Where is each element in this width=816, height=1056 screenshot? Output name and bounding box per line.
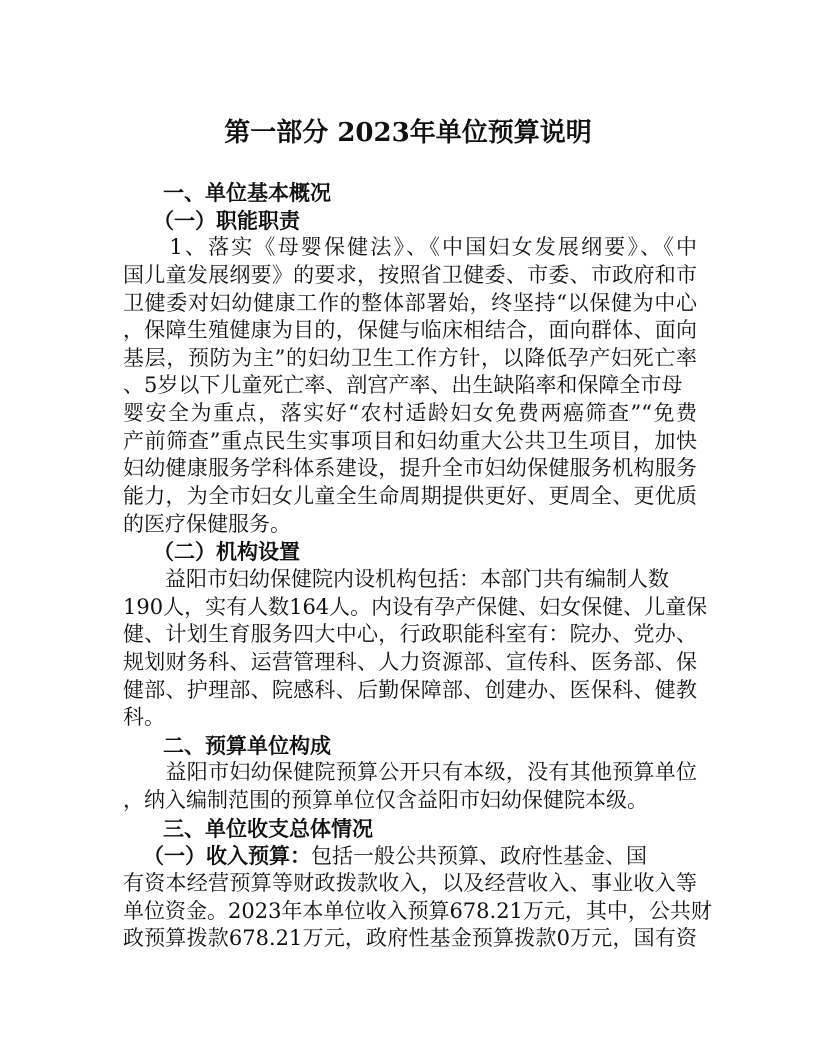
text-line: 卫健委对妇幼健康工作的整体部署始，终坚持“以保健为中心 — [123, 290, 697, 315]
text-line: 有资本经营预算等财政拨款收入，以及经营收入、事业收入等 — [123, 871, 697, 896]
subsection-heading: （一）职能职责 — [153, 207, 300, 233]
text-line: 能力，为全市妇女儿童全生命周期提供更好、更周全、更优质 — [123, 484, 697, 509]
text-line: 基层，预防为主”的妇幼卫生工作方针，以降低孕产妇死亡率 — [123, 345, 697, 370]
text-line: 、5岁以下儿童死亡率、剖宫产率、出生缺陷率和保障全市母 — [123, 373, 683, 398]
paragraph-functions — [123, 234, 697, 538]
text-line: 健、计划生育服务四大中心，行政职能科室有：院办、党办、 — [123, 622, 697, 647]
inline-text: 包括一般公共预算、政府性基金、国 — [311, 844, 647, 869]
section-heading: 三、单位收支总体情况 — [163, 815, 373, 841]
text-line: 单位资金。2023年本单位收入预算678.21万元，其中，公共财 — [123, 898, 712, 923]
text-line: 婴安全为重点，落实好“农村适龄妇女免费两癌筛查”“免费 — [123, 401, 697, 426]
text-line: 妇幼健康服务学科体系建设，提升全市妇幼保健服务机构服务 — [123, 456, 697, 481]
document-body — [123, 179, 712, 953]
section-heading: 二、预算单位构成 — [163, 732, 331, 758]
text-line — [123, 842, 697, 870]
text-line: 益阳市妇幼保健院内设机构包括：本部门共有编制人数 — [123, 566, 669, 591]
text-line: 产前筛查”重点民生实事项目和妇幼重大公共卫生项目，加快 — [123, 428, 697, 453]
paragraph-income-budget — [123, 842, 712, 953]
paragraph-budget-units — [123, 759, 697, 814]
text-line: 1、落实《母婴保健法》、《中国妇女发展纲要》、《中 — [123, 235, 697, 260]
page-title: 第一部分 2023年单位预算说明 — [224, 118, 592, 148]
paragraph-organization — [123, 566, 708, 732]
text-line: 规划财务科、运营管理科、人力资源部、宣传科、医务部、保 — [123, 649, 697, 674]
text-line: ，纳入编制范围的预算单位仅含益阳市妇幼保健院本级。 — [123, 788, 648, 813]
text-line: 国儿童发展纲要》的要求，按照省卫健委、市委、市政府和市 — [123, 262, 697, 287]
subsection-heading: （二）机构设置 — [153, 539, 300, 565]
text-line: 健部、护理部、院感科、后勤保障部、创建办、医保科、健教 — [123, 677, 697, 702]
text-line: 政预算拨款678.21万元，政府性基金预算拨款0万元，国有资 — [123, 926, 697, 951]
section-heading: 一、单位基本概况 — [163, 180, 331, 205]
inline-heading: （一）收入预算： — [143, 843, 311, 869]
text-line: ，保障生殖健康为目的，保健与临床相结合，面向群体、面向 — [123, 318, 697, 343]
text-line: 益阳市妇幼保健院预算公开只有本级，没有其他预算单位 — [123, 760, 697, 785]
text-line: 科。 — [123, 705, 165, 730]
text-line: 的医疗保健服务。 — [123, 511, 291, 536]
text-line: 190人，实有人数164人。内设有孕产保健、妇女保健、儿童保 — [123, 594, 708, 619]
